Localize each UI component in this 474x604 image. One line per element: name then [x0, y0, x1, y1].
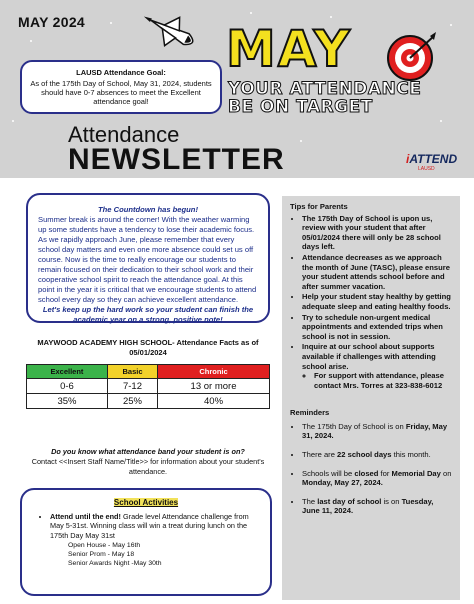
tip-item: • Help your student stay healthy by getting adequate sleep and eating healthy foods.	[302, 292, 452, 311]
logo-i: i	[406, 152, 410, 166]
tip-item	[302, 342, 452, 390]
tip-item-text: Inquire at our school about supports available if challenges with attending school arise.	[302, 342, 436, 371]
attendance-goal-box	[20, 60, 222, 114]
activities-title-text: School Activities	[113, 498, 179, 507]
tip-item: • The 175th Day of School is upon us, review with your student that after 05/01/2024 there will only be 28 school days left.	[302, 214, 452, 252]
reminder-item	[302, 469, 452, 488]
right-panel	[282, 196, 460, 600]
reminder-text: on	[440, 468, 452, 478]
facts-header-row	[27, 365, 270, 379]
star	[300, 140, 302, 142]
header-basic: Basic	[107, 365, 157, 379]
reminder-bold: closed	[354, 468, 379, 478]
reminder-bold: last day of school	[317, 496, 382, 506]
percent-excellent: 35%	[27, 394, 108, 409]
reminder-bold: Monday, May 27, 2024.	[302, 478, 383, 488]
reminder-text: There are	[302, 450, 338, 460]
space-shuttle-icon	[138, 10, 208, 54]
may-heading: MAY	[226, 20, 352, 78]
star	[440, 120, 442, 122]
header-excellent: Excellent	[27, 365, 108, 379]
reminder-item	[302, 497, 452, 516]
goal-title: LAUSD Attendance Goal:	[76, 68, 166, 77]
reminder-text: for	[378, 468, 392, 478]
attendance-facts-table	[26, 364, 270, 409]
reminders-title: Reminders	[290, 408, 330, 418]
tagline-line-2: BE ON TARGET	[228, 97, 373, 117]
reminder-text: The 175th Day of School is on	[302, 421, 406, 431]
sub-activity: Open House - May 16th	[68, 542, 141, 549]
activity-item	[50, 512, 260, 541]
countdown-title: The Countdown has begun!	[98, 205, 198, 214]
tips-list	[290, 214, 452, 391]
header-banner	[0, 0, 474, 178]
reminder-text: is on	[381, 496, 402, 506]
star	[30, 40, 32, 42]
sub-activity: Senior Awards Night -May 30th	[68, 560, 162, 567]
reminder-bold: 22 school days	[337, 450, 392, 460]
logo-text: ATTEND	[409, 152, 458, 166]
attendance-facts-title: MAYWOOD ACADEMY HIGH SCHOOL- Attendance Facts as of 05/01/2024	[37, 338, 259, 357]
school-activities-box	[20, 488, 272, 596]
issue-month: MAY 2024	[18, 14, 86, 30]
band-question-text: Do you know what attendance band your student is on?	[51, 447, 245, 456]
header-chronic: Chronic	[158, 365, 270, 379]
tip-item: • Try to schedule non-urgent medical appointments and extended trips when school is not in session.	[302, 313, 452, 342]
star	[450, 24, 452, 26]
reminder-bold: Friday, May 31, 2024.	[302, 421, 448, 441]
tagline	[228, 80, 421, 116]
activity-bold: Attend until the end!	[50, 511, 121, 521]
range-basic: 7-12	[107, 379, 157, 394]
reminder-text: Schools will be	[302, 468, 355, 478]
band-contact-text: Contact <<Insert Staff Name/Title>> for information about your student's attendance.	[31, 457, 265, 476]
star	[330, 16, 332, 18]
star	[12, 120, 14, 122]
sub-activity: Senior Prom - May 18	[68, 551, 135, 558]
attendance-band-question	[26, 447, 270, 477]
title-attendance: Attendance	[68, 122, 180, 147]
tips-title: Tips for Parents	[290, 202, 348, 211]
goal-text: As of the 175th Day of School, May 31, 2024, students should have 0-7 absences to meet the Excellent attendance goal!	[30, 79, 212, 106]
tip-item: • Attendance decreases as we approach the month of June (TASC), please ensure your student attends school before and after summer vacation.	[302, 253, 452, 291]
percent-chronic: 40%	[158, 394, 270, 409]
title-newsletter: NEWSLETTER	[68, 143, 285, 176]
tip-subitem: ◦ For support with attendance, please contact Mrs. Torres at 323-838-6012	[314, 371, 452, 390]
activities-sublist	[32, 541, 260, 568]
reminder-bold: Tuesday, June 11, 2024.	[302, 496, 434, 516]
range-chronic: 13 or more	[158, 379, 270, 394]
countdown-body: Summer break is around the corner! With the weather warming up some students have a tendency to lose their academic focus. As we rapidly approach June, please remember that every school day matters and even one more absence could set us off course. Now is the time to really encourage our students to remain focused on their dedication to their school work and their cooperative school spirit to reach the attendance goal. At this point in the year it is critical that we encourage students to attend school every day so they can achieve excellent attendance.	[38, 215, 257, 304]
activities-title	[32, 498, 260, 508]
logo-subtext: LAUSD	[418, 166, 435, 172]
reminder-item	[302, 450, 452, 460]
reminders-list	[290, 422, 452, 516]
reminder-text: The	[302, 496, 318, 506]
countdown-closing: Let's keep up the hard work so your student can finish the academic year on a strong, positive note!	[42, 305, 254, 324]
activity-text: Grade level Attendance challenge from May 5-31st. Winning class will win a treat during lunch on the 175th Day May 31st	[50, 511, 249, 540]
percent-basic: 25%	[107, 394, 157, 409]
i-attend-logo	[406, 152, 457, 166]
activities-list	[32, 512, 260, 541]
star	[250, 12, 252, 14]
reminder-bold: Memorial Day	[391, 468, 441, 478]
target-icon	[384, 30, 438, 84]
reminder-item	[302, 422, 452, 441]
range-excellent: 0-6	[27, 379, 108, 394]
reminder-text: this month.	[391, 450, 431, 460]
tip-sublist	[302, 371, 452, 390]
star	[110, 22, 112, 24]
facts-percent-row	[27, 394, 270, 409]
tagline-line-1: YOUR ATTENDANCE	[228, 79, 422, 99]
facts-range-row	[27, 379, 270, 394]
countdown-box	[26, 193, 270, 323]
